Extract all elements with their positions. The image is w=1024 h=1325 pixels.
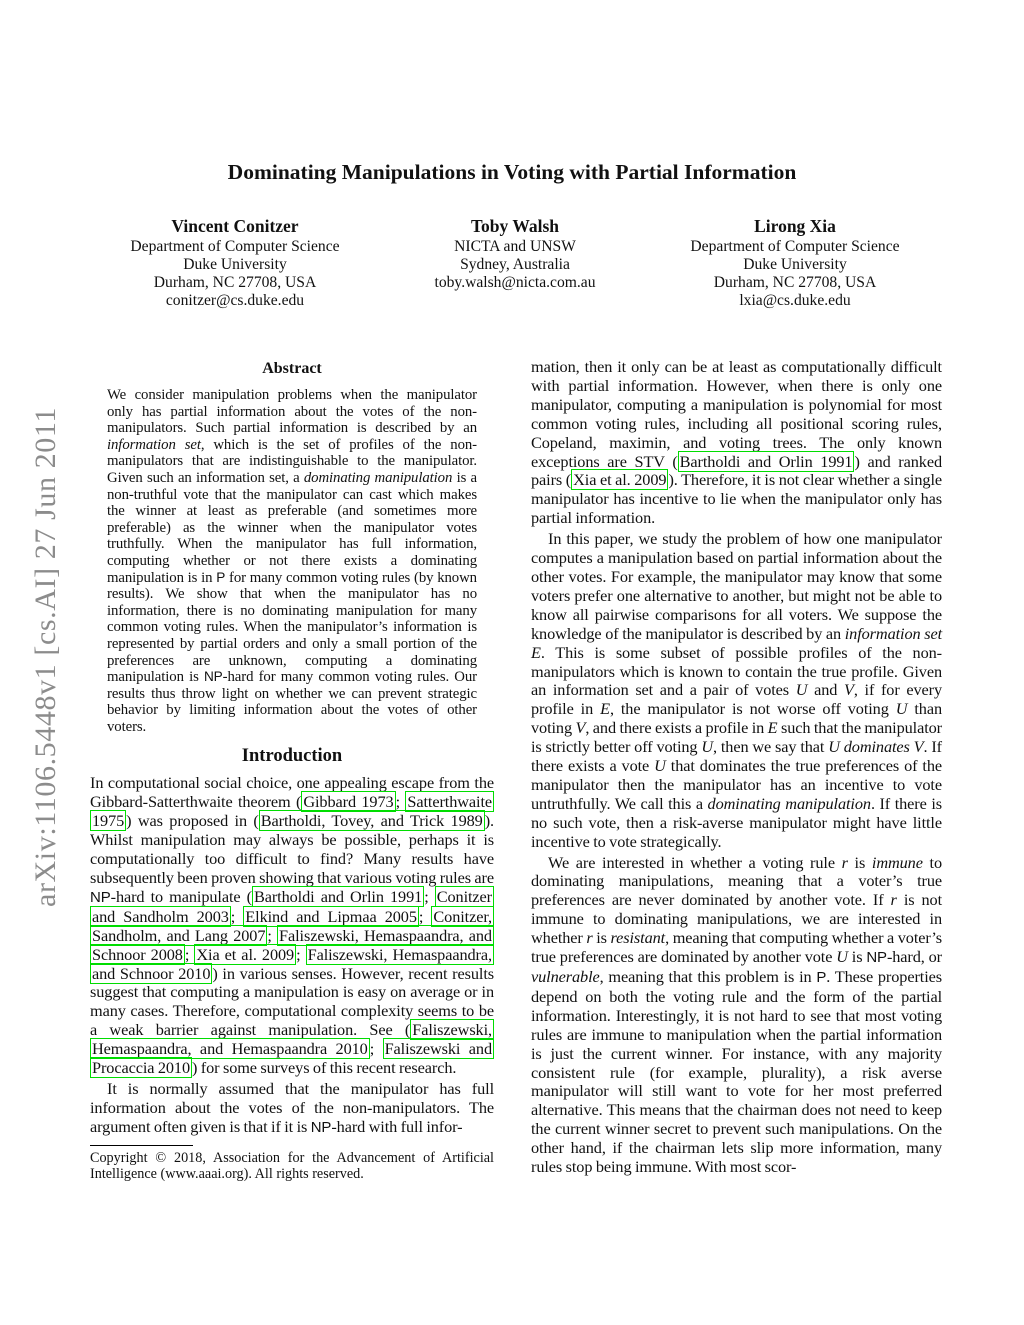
author-vincent-conitzer [95,216,375,310]
complexity-class: P [216,569,226,585]
arxiv-watermark: arXiv:1106.5448v1 [cs.AI] 27 Jun 2011 [29,407,62,907]
complexity-class: NP [203,669,223,685]
abstract-heading: Abstract [262,360,322,377]
left-column [90,360,494,1182]
intro-paragraph-2: It is normally assumed that the manipulator has full information about the votes of the non-manipulators. The argument often given is that if it is NP-hard with full infor- [90,1078,494,1136]
author-affiliation-line: Department of Computer Science [690,238,900,255]
citation-link[interactable]: Gibbard 1973 [303,792,394,812]
right-column [531,358,942,1177]
paper-title: Dominating Manipulations in Voting with Partial Information [227,160,797,184]
author-name: Toby Walsh [470,216,560,236]
citation-link[interactable]: Faliszewski, Hemaspaandra, and Schnoor 2010 [92,944,492,983]
abstract-text: We consider manipulation problems when the manipulator only has partial information about the votes of the non-manipulators. Such partial information is described by an information set, which is the set of profiles of the non-manipulators that are indistinguishable to the manipulator. Given such an information set, a dominating manipulation is a non-truthful vote that the manipulator can cast which makes the winner at least as preferable (and sometimes more preferable) as the winner when the manipulator votes truthfully. When the manipulator has full information, computing whether or not there exists a dominating manipulation is in P for many common voting rules (by known results). We show that when the manipulator has no information, there is no dominating manipulation for many common voting rules. When the manipulator’s information is represented by partial orders and only a small portion of the preferences are unknown, computing a dominating manipulation is NP-hard for many common voting rules. Our results thus throw light on whether we can prevent strategic behavior by limiting information about the votes of other voters. [107,387,477,735]
footnote-rule [90,1145,193,1146]
citation-link[interactable]: Faliszewski, Hemaspaandra, and Schnoor 2008 [92,925,492,964]
right-paragraph-2: In this paper, we study the problem of how one manipulator computes a manipulation based on partial information about the other votes. For example, the manipulator may know that some voters prefer one alternative to another, but might not be able to know all pairwise comparisons for all voters. We suppose the knowledge of the manipulator is described by an information set E. This is some subset of possible profiles of the non-manipulators which is known to contain the true profile. Given an information set and a pair of votes U and V, if for every profile in E, the manipulator is not worse off voting U than voting V, and there exists a profile in E such that the manipulator is strictly better off voting U, then we say that U dominates V. If there exists a vote U that dominates the true preferences of the manipulator then the manipulator has an incentive to vote untruthfully. We call this a dominating manipulation. If there is no such vote, then a risk-averse manipulator might have little incentive to vote strategically. [531,529,943,851]
introduction-heading: Introduction [241,746,343,767]
complexity-class: NP [866,949,887,967]
author-email: conitzer@cs.duke.edu [165,292,305,309]
author-affiliation-line: Sydney, Australia [460,256,570,273]
copyright-footnote [90,1145,494,1182]
citation-link[interactable]: Bartholdi and Orlin 1991 [253,886,423,906]
author-lirong-xia [655,216,935,310]
author-affiliation-line: Duke University [183,256,287,273]
citation-link[interactable]: Bartholdi and Orlin 1991 [679,451,853,471]
right-paragraph-1: mation, then it only can be at least as computationally difficult with partial information. However, when there is only one manipulator, computing a manipulation is polynomial for most common voting rules, including all positional scoring rules, Copeland, maximin, and voting trees. The only known exceptions are STV ( Bartholdi and Orlin 1991 ) and ranked pairs ( Xia et al. 2009 ). Therefore, it is not clear whether a single manipulator has incentive to lie when the manipulator only has partial information. [531,357,943,528]
citation-link[interactable]: Conitzer, Sandholm, and Lang 2007 [92,906,492,945]
author-affiliation-line: Department of Computer Science [130,238,340,255]
author-affiliation-line: Duke University [743,256,847,273]
citation-link[interactable]: Faliszewski, Hemaspaandra, and Hemaspaandra 2010 [92,1020,492,1059]
complexity-class: NP [90,888,111,906]
author-affiliation-line: Durham, NC 27708, USA [713,274,877,291]
complexity-class: NP [310,1118,332,1136]
citation-link[interactable]: Xia et al. 2009 [573,470,667,490]
citation-link[interactable]: Elkind and Lipmaa 2005 [245,906,417,926]
author-block [95,216,935,310]
author-toby-walsh [375,216,655,292]
citation-link[interactable]: Satterthwaite 1975 [92,792,492,831]
copyright-notice: Copyright © 2018, Association for the Advancement of Artificial Intelligence (www.aaai.org). All rights reserved. [90,1149,494,1182]
author-affiliation-line: Durham, NC 27708, USA [153,274,317,291]
citation-link[interactable]: Conitzer and Sandholm 2003 [92,886,492,926]
complexity-class: P [816,969,827,986]
author-email: lxia@cs.duke.edu [739,292,851,309]
author-name: Vincent Conitzer [171,216,299,236]
intro-paragraph-1: In computational social choice, one appealing escape from the Gibbard-Satterthwaite theorem ( Gibbard 1973 ; Satterthwaite 1975 ) was proposed in ( Bartholdi, Tovey, and Trick 1989 ). Whilst manipulation may always be possible, perhaps it is computationally too difficult to find? Many results have subsequently been proven showing that various voting rules are NP-hard to manipulate ( Bartholdi and Orlin 1991 ; Conitzer and Sandholm 2003 ; Elkind and Lipmaa 2005 ; Conitzer, Sandholm, and Lang 2007 ; Faliszewski, Hemaspaandra, and Schnoor 2008 ; Xia et al. 2009 ; Faliszewski, Hemaspaandra, and Schnoor 2010 ) in various senses. However, recent results suggest that computing a manipulation is easy on average or in many cases. Therefore, computational complexity seems to be a weak barrier against manipulation. See ( Faliszewski, Hemaspaandra, and Hemaspaandra 2010 ; Faliszewski and Procaccia 2010 ) for some surveys of this recent research. [90,773,494,1078]
right-paragraph-3: We are interested in whether a voting rule r is immune to dominating manipulations, meaning that a voter’s true preferences are never dominated by another vote. If r is not immune to dominating manipulations, we are interested in whether r is resistant, meaning that computing whether a voter’s true preferences are dominated by another vote U is NP-hard, or vulnerable, meaning that this problem is in P. These properties depend on both the voting rule and the form of the partial information. Interestingly, it is not hard to see that most voting rules are immune to manipulation when the partial information is just the current winner. For instance, with any majority consistent rule (for example, plurality), a risk averse manipulator will still want to vote for her most preferred alternative. This means that the chairman does not need to keep the current winner secret to prevent such manipulations. On the other hand, if the chairman lets slip more information, many rules stop being immune. With most scor- [531,852,942,1177]
citation-link[interactable]: Xia et al. 2009 [196,944,295,964]
citation-link[interactable]: Faliszewski and Procaccia 2010 [92,1039,492,1078]
author-affiliation-line: NICTA and UNSW [454,238,576,255]
citation-link[interactable]: Bartholdi, Tovey, and Trick 1989 [260,811,483,831]
author-email: toby.walsh@nicta.com.au [434,274,596,291]
author-name: Lirong Xia [754,216,836,236]
